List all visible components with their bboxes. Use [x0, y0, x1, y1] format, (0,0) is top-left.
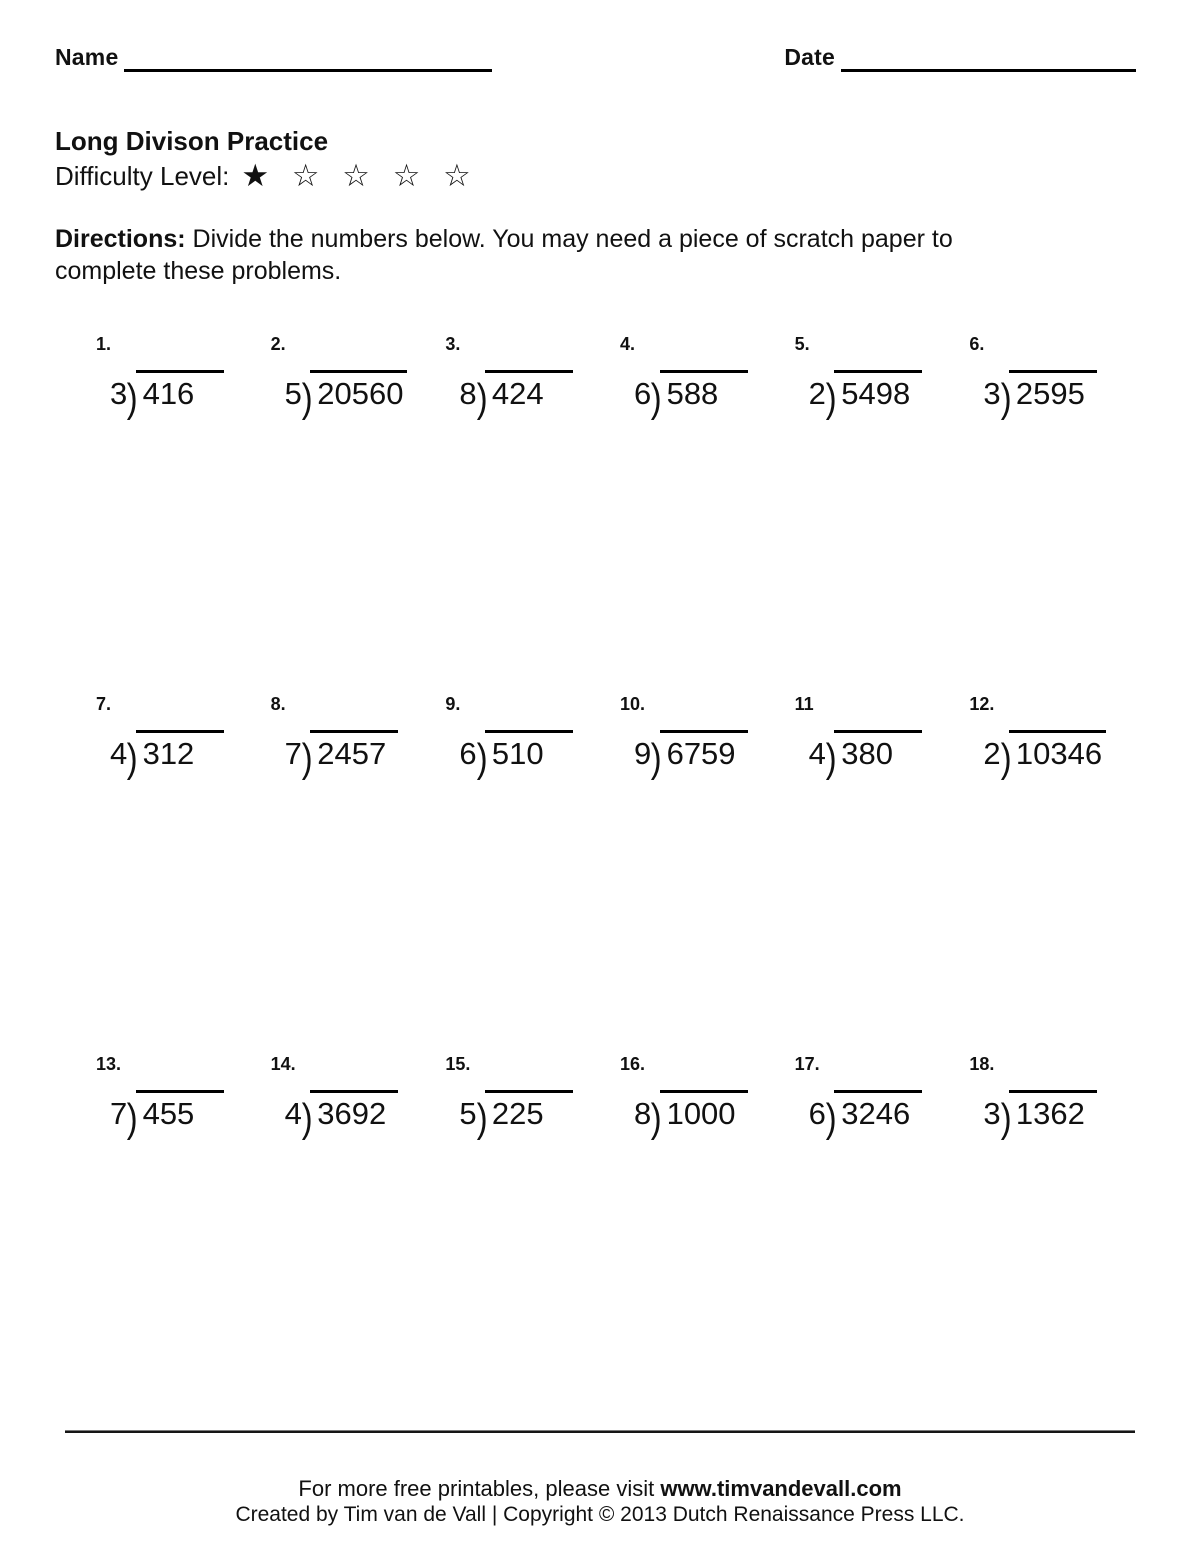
division-bracket-icon: ) — [825, 375, 837, 421]
date-blank-line[interactable] — [841, 46, 1136, 72]
long-division-expression — [983, 730, 1138, 781]
footer-website-link[interactable]: www.timvandevall.com — [660, 1476, 902, 1501]
division-bracket-icon: ) — [476, 375, 488, 421]
divisor: 6 — [808, 1096, 826, 1131]
problem-number: 18. — [969, 1054, 995, 1074]
dividend: 20560 — [310, 370, 407, 413]
problem-number: 12. — [969, 694, 995, 714]
divisor: 5 — [284, 376, 302, 411]
long-division-expression — [983, 370, 1138, 421]
division-bracket-icon: ) — [301, 1095, 313, 1141]
dividend: 416 — [136, 370, 224, 413]
footer-divider — [65, 1430, 1135, 1433]
problem-number: 13. — [96, 1054, 122, 1074]
dividend: 312 — [136, 730, 224, 773]
dividend: 10346 — [1009, 730, 1106, 773]
footer-copyright: Created by Tim van de Vall | Copyright © 2013 Dutch Renaissance Press LLC. — [235, 1503, 965, 1526]
divisor: 5 — [459, 1096, 477, 1131]
division-bracket-icon: ) — [650, 735, 662, 781]
divisor: 2 — [808, 376, 826, 411]
problem-number: 16. — [620, 1054, 646, 1074]
division-problem — [90, 694, 265, 1054]
dividend: 380 — [834, 730, 922, 773]
division-bracket-icon: ) — [301, 375, 313, 421]
problem-number: 2. — [270, 334, 286, 354]
problem-number: 9. — [445, 694, 461, 714]
footer-line1 — [0, 1476, 1200, 1502]
divisor: 2 — [983, 736, 1001, 771]
division-problem — [614, 694, 789, 1054]
footer-line1-text: For more free printables, please visit — [298, 1476, 661, 1501]
divisor: 3 — [110, 376, 128, 411]
division-bracket-icon: ) — [1000, 375, 1012, 421]
difficulty-stars-icon: ★ ☆ ☆ ☆ ☆ — [241, 158, 478, 193]
division-bracket-icon: ) — [825, 735, 837, 781]
name-blank-line[interactable] — [124, 46, 492, 72]
division-problem — [789, 334, 964, 694]
dividend: 3692 — [310, 1090, 398, 1133]
dividend: 510 — [485, 730, 573, 773]
dividend: 225 — [485, 1090, 573, 1133]
division-bracket-icon: ) — [1000, 1095, 1012, 1141]
problem-number: 11 — [794, 694, 814, 714]
divisor: 9 — [634, 736, 652, 771]
division-bracket-icon: ) — [126, 375, 138, 421]
division-bracket-icon: ) — [476, 735, 488, 781]
division-bracket-icon: ) — [650, 375, 662, 421]
long-division-expression — [284, 1090, 440, 1141]
long-division-expression — [634, 1090, 789, 1141]
divisor: 3 — [983, 376, 1001, 411]
long-division-expression — [459, 370, 614, 421]
dividend: 455 — [136, 1090, 224, 1133]
division-bracket-icon: ) — [650, 1095, 662, 1141]
problem-number: 14. — [270, 1054, 296, 1074]
directions-label: Directions: — [55, 225, 186, 253]
division-problem — [963, 694, 1138, 1054]
directions — [55, 224, 1060, 287]
top-fields — [55, 44, 1136, 72]
problem-number: 8. — [270, 694, 286, 714]
division-bracket-icon: ) — [301, 735, 313, 781]
page-title: Long Divison Practice — [55, 126, 329, 156]
divisor: 4 — [808, 736, 826, 771]
long-division-expression — [634, 730, 789, 781]
dividend: 5498 — [834, 370, 922, 413]
long-division-expression — [808, 1090, 964, 1141]
problem-number: 6. — [969, 334, 985, 354]
divisor: 8 — [459, 376, 477, 411]
dividend: 3246 — [834, 1090, 922, 1133]
difficulty-row — [55, 158, 478, 193]
divisor: 3 — [983, 1096, 1001, 1131]
problem-number: 5. — [794, 334, 810, 354]
division-bracket-icon: ) — [126, 735, 138, 781]
division-problem — [439, 694, 614, 1054]
division-bracket-icon: ) — [825, 1095, 837, 1141]
dividend: 1000 — [660, 1090, 748, 1133]
problem-number: 4. — [620, 334, 636, 354]
date-label: Date — [784, 44, 835, 70]
division-problem — [963, 334, 1138, 694]
division-problem — [614, 1054, 789, 1414]
problem-number: 17. — [794, 1054, 820, 1074]
divisor: 7 — [284, 736, 302, 771]
long-division-expression — [110, 730, 265, 781]
division-problem — [265, 1054, 440, 1414]
long-division-expression — [110, 1090, 265, 1141]
division-problem — [789, 694, 964, 1054]
problem-number: 7. — [96, 694, 112, 714]
problem-number: 3. — [445, 334, 461, 354]
division-problem — [90, 1054, 265, 1414]
problem-number: 10. — [620, 694, 646, 714]
dividend: 424 — [485, 370, 573, 413]
problem-number: 15. — [445, 1054, 471, 1074]
date-field — [784, 44, 1136, 72]
divisor: 6 — [634, 376, 652, 411]
long-division-expression — [808, 370, 964, 421]
dividend: 588 — [660, 370, 748, 413]
long-division-expression — [808, 730, 964, 781]
division-problem — [963, 1054, 1138, 1414]
division-problem — [439, 1054, 614, 1414]
dividend: 1362 — [1009, 1090, 1097, 1133]
problems-grid — [90, 334, 1138, 1414]
long-division-expression — [983, 1090, 1138, 1141]
name-field — [55, 44, 492, 72]
dividend: 2457 — [310, 730, 398, 773]
name-label: Name — [55, 44, 119, 70]
dividend: 2595 — [1009, 370, 1097, 413]
long-division-expression — [284, 370, 440, 421]
division-problem — [614, 334, 789, 694]
division-problem — [90, 334, 265, 694]
dividend: 6759 — [660, 730, 748, 773]
division-problem — [265, 694, 440, 1054]
difficulty-label: Difficulty Level: — [55, 161, 230, 191]
division-problem — [439, 334, 614, 694]
long-division-expression — [284, 730, 440, 781]
long-division-expression — [634, 370, 789, 421]
division-bracket-icon: ) — [476, 1095, 488, 1141]
long-division-expression — [110, 370, 265, 421]
divisor: 8 — [634, 1096, 652, 1131]
directions-text: Divide the numbers below. You may need a piece of scratch paper to complete these problems. — [55, 225, 953, 285]
long-division-expression — [459, 1090, 614, 1141]
division-bracket-icon: ) — [126, 1095, 138, 1141]
division-problem — [265, 334, 440, 694]
problem-number: 1. — [96, 334, 112, 354]
divisor: 7 — [110, 1096, 128, 1131]
divisor: 6 — [459, 736, 477, 771]
long-division-expression — [459, 730, 614, 781]
divisor: 4 — [110, 736, 128, 771]
division-bracket-icon: ) — [1000, 735, 1012, 781]
divisor: 4 — [284, 1096, 302, 1131]
division-problem — [789, 1054, 964, 1414]
